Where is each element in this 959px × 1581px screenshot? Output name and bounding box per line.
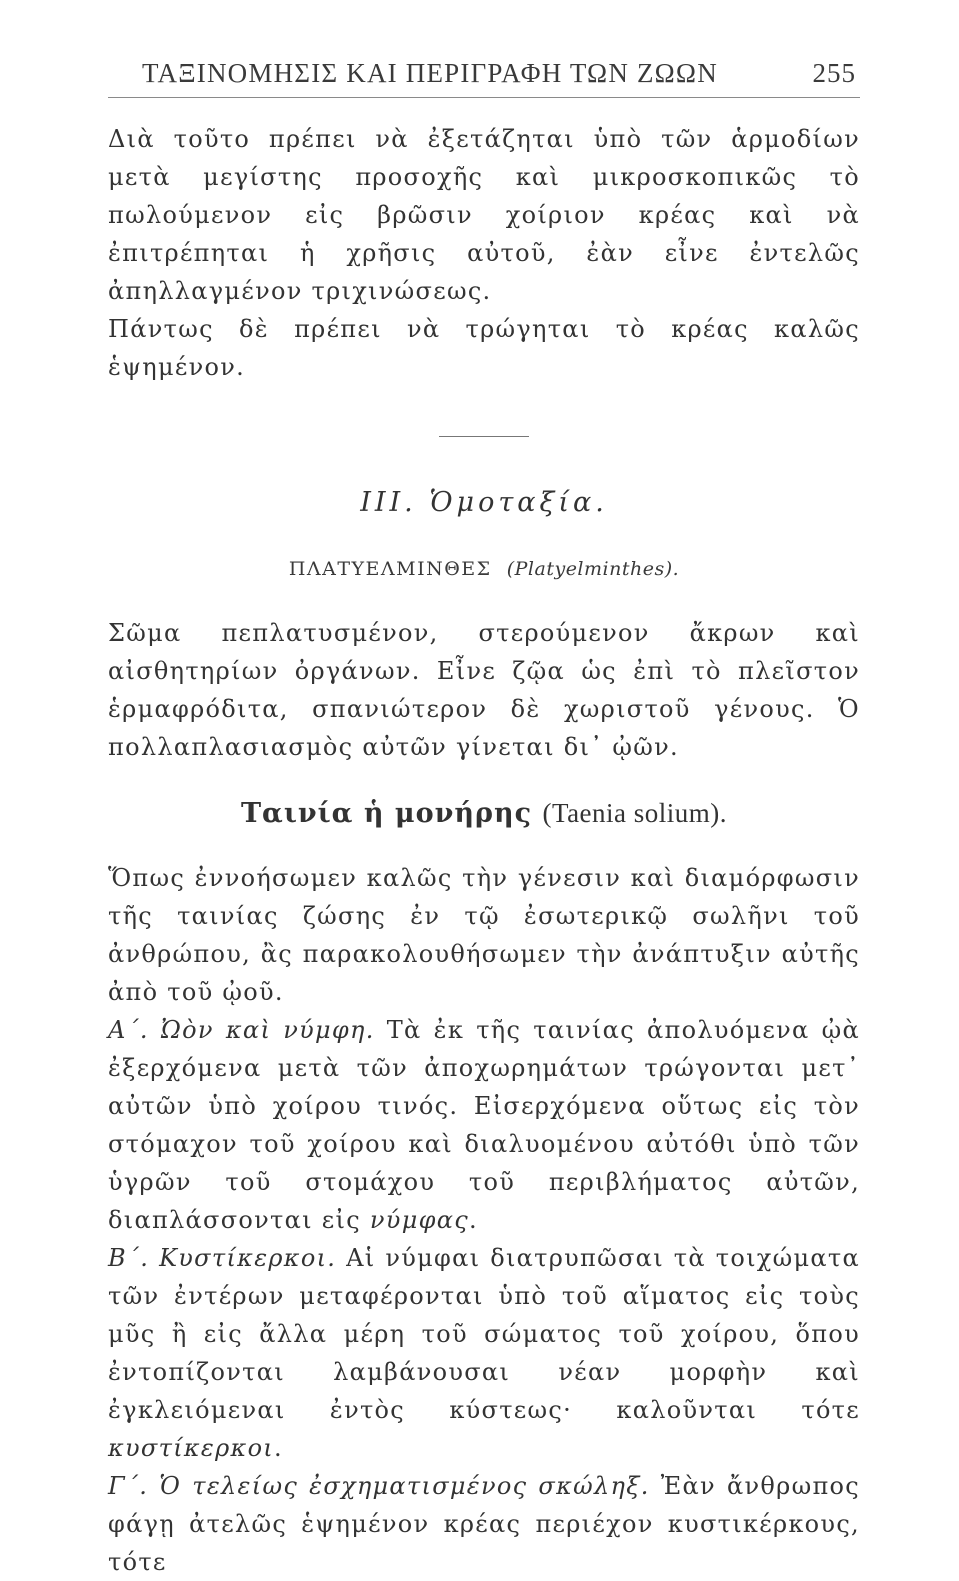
item-a-text: Τὰ ἐκ τῆς ταινίας ἀπολυόμενα ᾠὰ ἐξερχόμενα μετὰ τῶν ἀποχωρημάτων τρώγονται μετ᾽ αὐτῶν ὑπὸ χοίρου τινός. Εἰσερχόμενα οὕτως εἰς τὸν στόμαχον τοῦ χοίρου καὶ διαλυομένου αὐτόθι ὑπὸ τῶν ὑγρῶν τοῦ στομάχου τοῦ περιβλήματος αὐτῶν, διαπλάσσονται εἰς — [108, 1016, 860, 1234]
item-b-text: Αἱ νύμφαι διατρυπῶσαι τὰ τοιχώματα τῶν ἐντέρων μεταφέρονται ὑπὸ τοῦ αἵματος εἰς τοὺς μῦς ἢ εἰς ἄλλα μέρη τοῦ σώματος τοῦ χοίρου, ὅπου ἐντοπίζονται λαμβάνουσαι νέαν μορφὴν καὶ ἐγκλειόμεναι ἐντὸς κύστεως· καλοῦνται τότε — [108, 1244, 860, 1424]
species-heading — [108, 798, 860, 829]
group-name: ΠΛΑΤΥΕΛΜΙΝΘΕΣ — [288, 558, 492, 580]
item-b-label: Β´. — [108, 1244, 150, 1272]
running-head — [108, 58, 860, 98]
group-description: Σῶμα πεπλατυσμένον, στερούμενον ἄκρων καὶ αἰσθητηρίων ὀργάνων. Εἶνε ζῷα ὡς ἐπὶ τὸ πλεῖστον ἑρμαφρόδιτα, σπανιώτερον δὲ χωριστοῦ γένους. Ὁ πολλαπλασιασμὸς αὐτῶν γίνεται δι᾽ ᾠῶν. — [108, 619, 860, 761]
item-b-text-end: . — [274, 1434, 283, 1462]
item-c-label: Γ´. — [108, 1472, 149, 1500]
section-divider — [439, 436, 529, 437]
running-head-title: ΤΑΞΙΝΟΜΗΣΙΣ ΚΑΙ ΠΕΡΙΓΡΑΦΗ ΤΩΝ ΖΩΩΝ — [142, 58, 718, 88]
item-a-emphasis: νύμφας — [369, 1206, 469, 1234]
item-a-text-end: . — [468, 1206, 478, 1234]
page — [108, 58, 860, 1581]
group-latin-name: (Platyelminthes). — [506, 558, 680, 580]
item-c-text: Ἐὰν ἄνθρωπος φάγῃ ἀτελῶς ἑψημένον κρέας περιέχον κυστικέρκους, τότε — [108, 1472, 861, 1576]
intro-paragraph-1: Διὰ τοῦτο πρέπει νὰ ἐξετάζηται ὑπὸ τῶν ἁρμοδίων μετὰ μεγίστης προσοχῆς καὶ μικροσκοπικῶς τὸ πωλούμενον εἰς βρῶσιν χοίριον κρέας καὶ νὰ ἐπιτρέπηται ἡ χρῆσις αὐτοῦ, ἐὰν εἶνε ἐντελῶς ἀπηλλαγμένον τριχινώσεως. — [108, 125, 860, 305]
item-a-label: Α´. — [108, 1016, 149, 1044]
species-latin-name: (Taenia solium). — [542, 798, 728, 828]
item-b — [108, 1239, 860, 1467]
group-heading — [108, 558, 860, 580]
item-b-title: Κυστίκερκοι. — [159, 1244, 337, 1272]
item-c-title: Ὁ τελείως ἐσχηματισμένος σκώληξ. — [159, 1472, 650, 1500]
species-name: Ταινία ἡ μονήρης — [240, 798, 533, 829]
section-heading: III. Ὁμοταξία. — [360, 487, 608, 518]
item-c — [108, 1467, 860, 1581]
page-number: 255 — [812, 58, 856, 88]
item-b-emphasis: κυστίκερκοι — [108, 1434, 275, 1462]
item-a-title: Ὠὸν καὶ νύμφη. — [160, 1016, 375, 1044]
intro-paragraph-2: Πάντως δὲ πρέπει νὰ τρώγηται τὸ κρέας καλῶς ἑψημένον. — [108, 315, 860, 381]
species-intro: Ὅπως ἐννοήσωμεν καλῶς τὴν γένεσιν καὶ διαμόρφωσιν τῆς ταινίας ζώσης ἐν τῷ ἐσωτερικῷ σωλῆνι τοῦ ἀνθρώπου, ἂς παρακολουθήσωμεν τὴν ἀνάπτυξιν αὐτῆς ἀπὸ τοῦ ᾠοῦ. — [108, 864, 860, 1006]
item-a — [108, 1011, 860, 1239]
